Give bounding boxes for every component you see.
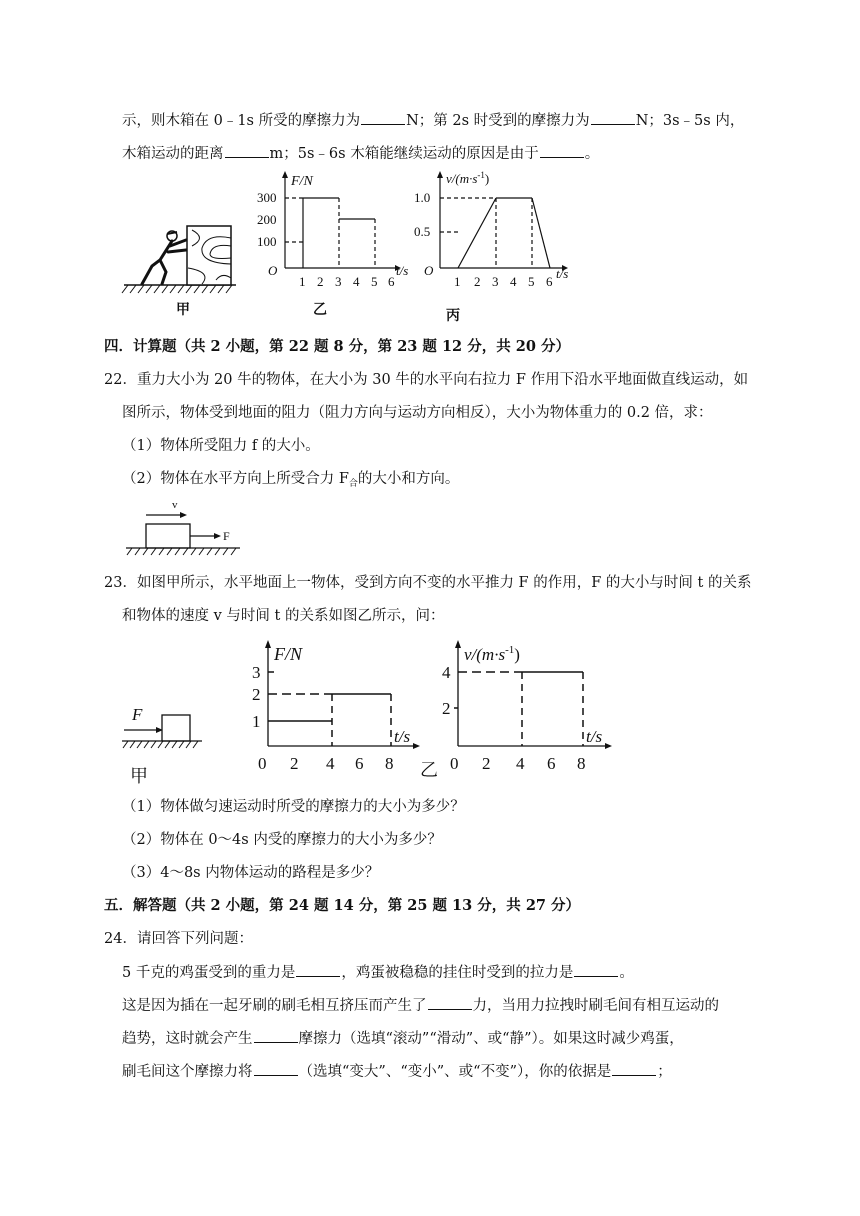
text: N；第 2s 时受到的摩擦力为 [406,113,590,129]
q24-line4 [122,1028,684,1049]
subscript: 合 [348,479,358,489]
text: 力，当用力拉拽时刷毛间有相互运动的 [472,998,719,1014]
answer-blank[interactable] [574,962,618,977]
x-tick-label: 6 [388,274,395,289]
q24-line3 [122,995,719,1016]
y-axis-label: F/N [274,644,303,664]
x-tick-label: 4 [326,754,335,773]
answer-blank[interactable] [612,1061,656,1076]
x-tick-label: 3 [335,274,342,289]
y-tick-label: 3 [252,663,261,682]
text: ，鸡蛋被稳稳的挂住时受到的拉力是 [341,965,574,981]
x-tick-label: 3 [492,274,499,289]
y-tick-label: 200 [257,212,277,227]
x-tick-label: 2 [317,274,324,289]
velocity-label: v [172,499,178,511]
fig23-push-block-diagram [120,700,210,785]
text: 示，则木箱在 0﹣1s 所受的摩擦力为 [122,113,361,129]
x-axis-label: t/s [394,727,411,746]
x-tick-label: 0 [258,754,267,773]
x-tick-label: 8 [385,754,394,773]
velocity-series [454,672,583,746]
section-title: 四．计算题（共 2 小题，第 22 题 8 分，第 23 题 12 分，共 20 分） [104,338,570,355]
q22-sub2 [122,469,459,494]
x-tick-label: 1 [454,274,461,289]
force-label: F [223,529,230,543]
q22-sub1: （1）物体所受阻力 f 的大小。 [122,438,320,454]
origin-label: O [268,263,278,278]
q23-sub2: （2）物体在 0～4s 内受的摩擦力的大小为多少？ [122,832,442,848]
text: 的大小和方向。 [357,471,460,487]
text: 刷毛间这个摩擦力将 [122,1064,253,1080]
x-tick-label: 2 [482,754,491,773]
text: m；5s﹣6s 木箱能继续运动的原因是由于 [269,146,539,162]
q23-line2: 和物体的速度 v 与时间 t 的关系如图乙所示，问： [122,608,445,624]
text: 木箱运动的距离 [122,146,224,162]
x-tick-label: 2 [290,754,299,773]
y-tick-label: 100 [257,234,277,249]
y-tick-label: 2 [252,685,261,704]
fig21-velocity-time-chart [412,168,582,328]
figure-label: 甲 [176,303,190,318]
fig21-force-time-chart [255,168,409,328]
y-tick-label: 4 [442,663,451,682]
y-tick-label: 1 [252,712,261,731]
answer-blank[interactable] [540,143,584,158]
y-axis-label: $v/(m\cdot s^{-1})$ [464,644,520,664]
x-tick-label: 5 [528,274,535,289]
q21-line1 [122,110,744,131]
answer-blank[interactable] [254,1061,298,1076]
text: （选填“变大”、“变小”、或“不变”），你的依据是 [298,1064,612,1080]
velocity-series [440,198,550,268]
section-title: 五．解答题（共 2 小题，第 24 题 14 分，第 25 题 13 分，共 27 分） [104,897,581,914]
x-tick-label: 4 [353,274,360,289]
text: ； [657,1064,672,1080]
q24-line5 [122,1061,672,1082]
text: 趋势，这时就会产生 [122,1031,253,1047]
text: 摩擦力（选填“滚动”“滑动”、或“静”）。如果这时减少鸡蛋， [298,1031,684,1047]
q22-line2: 图所示，物体受到地面的阻力（阻力方向与运动方向相反），大小为物体重力的 0.2 倍，求： [122,405,713,421]
q23-sub1: （1）物体做匀速运动时所受的摩擦力的大小为多少？ [122,799,465,815]
x-tick-label: 2 [474,274,481,289]
answer-blank[interactable] [296,962,340,977]
force-series [268,672,391,746]
x-tick-label: 6 [546,274,553,289]
figure-label: 丙 [446,309,460,324]
force-series [285,198,375,268]
x-axis-label: t/s [396,263,409,278]
text: 。 [619,965,634,981]
y-axis-label: $v/(m\cdot s^{-1})$ [446,170,490,186]
figure-label: 乙 [420,760,438,780]
x-tick-label: 6 [355,754,364,773]
y-tick-label: 300 [257,190,277,205]
x-axis-label: t/s [586,727,603,746]
block [162,715,190,741]
text: N；3s﹣5s 内， [635,113,745,129]
x-tick-label: 1 [299,274,306,289]
x-tick-label: 0 [450,754,459,773]
q24-line2 [122,962,634,983]
fig23-velocity-time-chart [440,636,620,786]
answer-blank[interactable] [591,110,635,125]
x-tick-label: 4 [510,274,517,289]
answer-blank[interactable] [428,995,472,1010]
x-tick-label: 4 [516,754,525,773]
y-tick-label: 1.0 [414,190,431,205]
text: 这是因为插在一起牙刷的刷毛相互挤压而产生了 [122,998,427,1014]
block [146,524,190,548]
figure-label: 乙 [313,303,327,318]
q21-line2 [122,143,599,164]
x-tick-label: 8 [577,754,586,773]
figure-label: 甲 [130,766,148,786]
x-axis-label: t/s [556,266,569,281]
origin-label: O [424,263,434,278]
fig21-push-box-illustration [122,168,242,328]
q24-line1: 24．请回答下列问题： [104,931,253,947]
q23-sub3: （3）4～8s 内物体运动的路程是多少？ [122,865,380,881]
fig22-block-diagram [124,494,244,564]
q23-line1: 23．如图甲所示，水平地面上一物体，受到方向不变的水平推力 F 的作用，F 的大小与时间 t 的关系 [104,575,752,591]
y-tick-label: 2 [442,699,451,718]
force-label: F [132,705,143,724]
x-tick-label: 5 [371,274,378,289]
q22-line1: 22．重力大小为 20 牛的物体，在大小为 30 牛的水平向右拉力 F 作用下沿水平地面做直线运动，如 [104,372,749,388]
answer-blank[interactable] [361,110,405,125]
text: 5 千克的鸡蛋受到的重力是 [122,965,296,981]
answer-blank[interactable] [225,143,269,158]
text: （2）物体在水平方向上所受合力 F [122,471,349,487]
text: 。 [584,146,600,162]
y-tick-label: 0.5 [414,224,431,239]
y-axis-label: F/N [291,174,313,189]
answer-blank[interactable] [254,1028,298,1043]
fig23-force-time-chart [248,636,438,786]
x-tick-label: 6 [547,754,556,773]
